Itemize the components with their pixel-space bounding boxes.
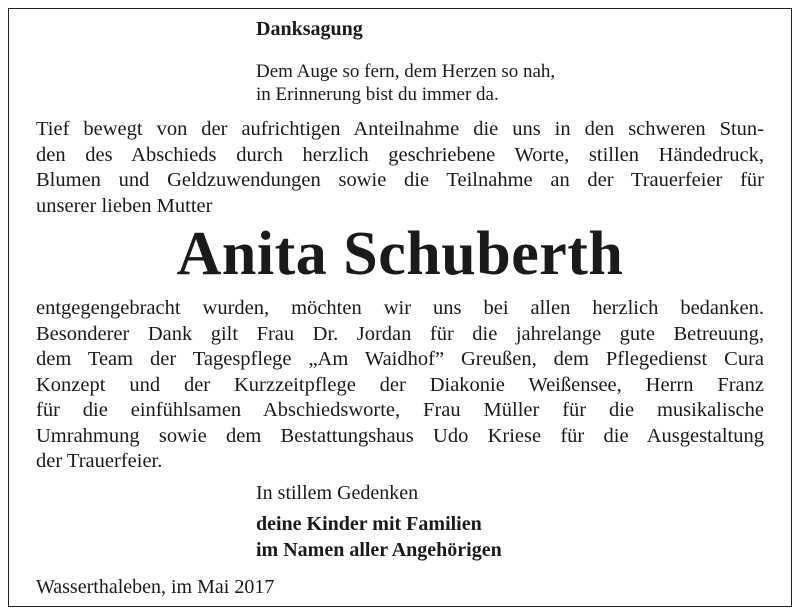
verse-line: in Erinnerung bist du immer da.	[256, 84, 499, 105]
signer-line: deine Kinder mit Familien	[256, 513, 482, 535]
paragraph-line: für die einfühlsamen Abschiedsworte, Frau Müller für die musikalische	[36, 399, 764, 421]
deceased-name: Anita Schuberth	[176, 220, 624, 288]
place-date: Wasserthaleben, im Mai 2017	[36, 576, 275, 598]
memorial-verse	[256, 60, 555, 106]
thanks-paragraph-body	[36, 296, 764, 475]
paragraph-line: den des Abschieds durch herzlich geschriebene Worte, stillen Händedruck,	[36, 143, 764, 166]
verse-line: Dem Auge so fern, dem Herzen so nah,	[256, 61, 556, 82]
paragraph-line: entgegengebracht wurden, möchten wir uns bei allen herzlich bedanken.	[36, 297, 764, 319]
paragraph-line: der Trauerfeier.	[36, 450, 163, 472]
paragraph-line: unserer lieben Mutter	[36, 194, 213, 217]
notice-heading: Danksagung	[256, 18, 363, 40]
paragraph-line: Tief bewegt von der aufrichtigen Anteilnahme die uns in den schweren Stun-	[36, 118, 764, 140]
paragraph-line: dem Team der Tagespflege „Am Waidhof” Greußen, dem Pflegedienst Cura	[36, 348, 764, 370]
thanks-paragraph-intro	[36, 117, 764, 219]
paragraph-line: Blumen und Geldzuwendungen sowie die Teilnahme an der Trauerfeier für	[36, 169, 764, 191]
signer-line: im Namen aller Angehörigen	[256, 539, 502, 561]
closing-phrase: In stillem Gedenken	[256, 482, 419, 504]
paragraph-line: Umrahmung sowie dem Bestattungshaus Udo Kriese für die Ausgestaltung	[36, 424, 764, 447]
paragraph-line: Konzept und der Kurzzeitpflege der Diakonie Weißensee, Herrn Franz	[36, 373, 764, 396]
paragraph-line: Besonderer Dank gilt Frau Dr. Jordan für die jahrelange gute Betreuung,	[36, 322, 764, 345]
signers	[256, 511, 502, 563]
